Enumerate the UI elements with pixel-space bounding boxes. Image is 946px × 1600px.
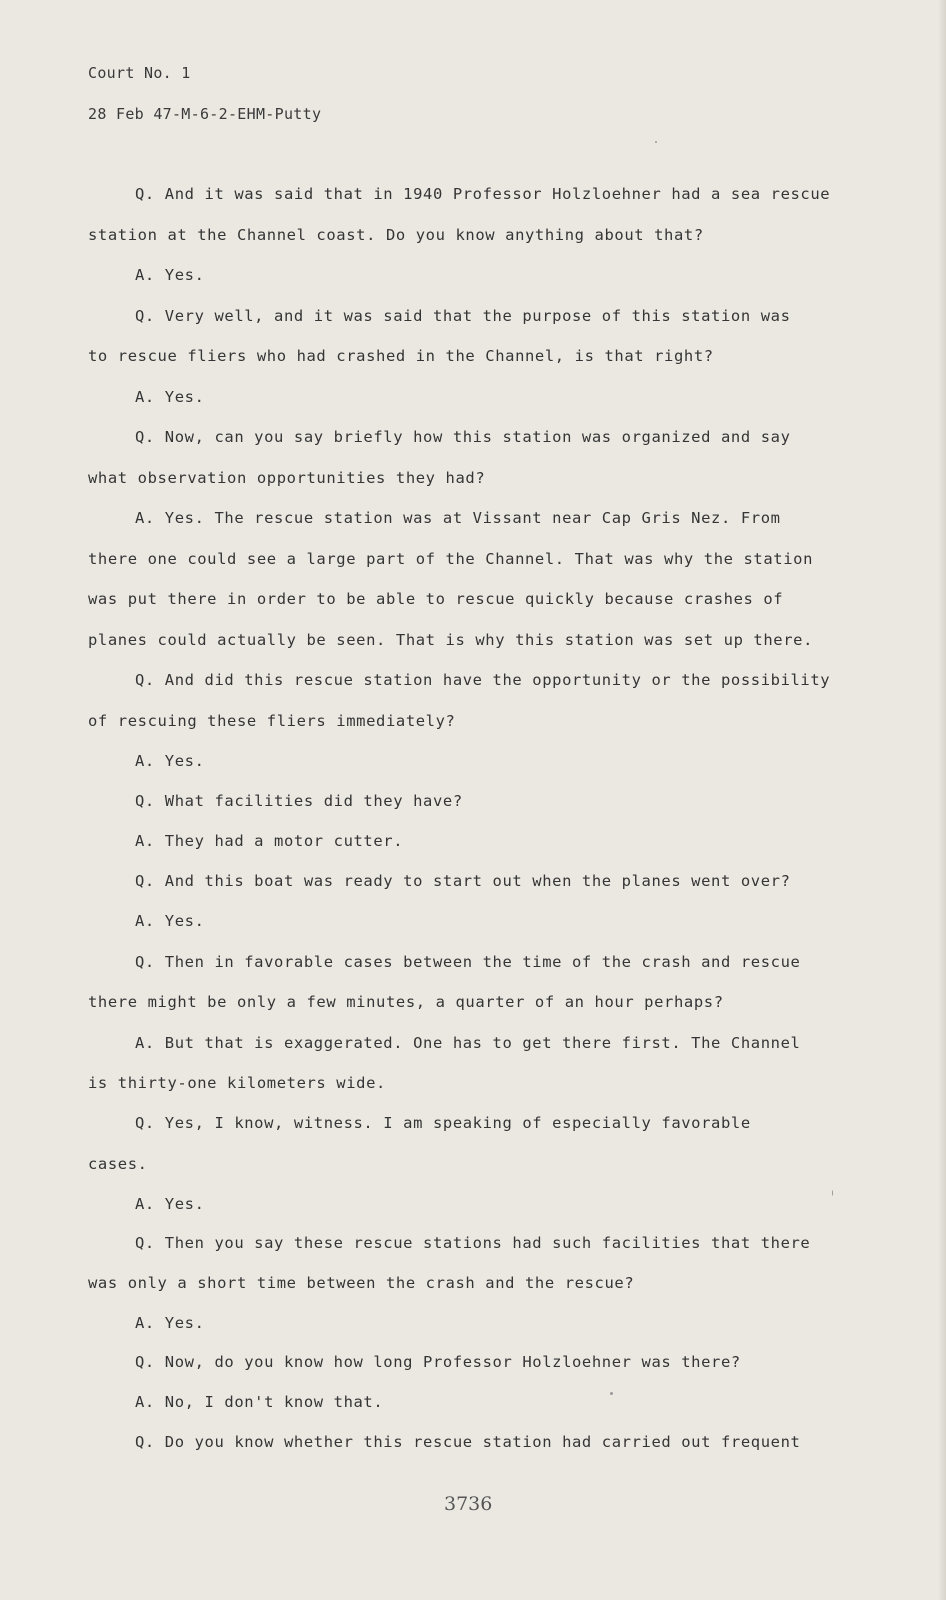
transcript-line: A. Yes. xyxy=(135,388,205,406)
transcript-line: is thirty-one kilometers wide. xyxy=(88,1074,386,1092)
transcript-line: Q. Then in favorable cases between the time of the crash and rescue xyxy=(135,953,801,971)
paper-speck xyxy=(610,1392,613,1395)
transcript-line: Q. Very well, and it was said that the purpose of this station was xyxy=(135,307,791,325)
transcript-line: cases. xyxy=(88,1155,148,1173)
transcript-line: Q. Now, do you know how long Professor Holzloehner was there? xyxy=(135,1353,741,1371)
transcript-line: A. Yes. xyxy=(135,752,205,770)
transcript-line: Q. What facilities did they have? xyxy=(135,792,463,810)
transcript-line: there one could see a large part of the Channel. That was why the station xyxy=(88,550,814,568)
court-number: Court No. 1 xyxy=(88,64,191,82)
transcript-line: Q. Yes, I know, witness. I am speaking of especially favorable xyxy=(135,1114,751,1132)
transcript-line: what observation opportunities they had? xyxy=(88,469,486,487)
transcript-line: A. Yes. xyxy=(135,1195,205,1213)
paper-speck xyxy=(832,1190,833,1196)
transcript-line: A. Yes. xyxy=(135,266,205,284)
transcript-line: there might be only a few minutes, a quarter of an hour perhaps? xyxy=(88,993,724,1011)
session-reference: 28 Feb 47-M-6-2-EHM-Putty xyxy=(88,105,322,123)
paper-speck xyxy=(655,141,657,143)
page-number: 3736 xyxy=(444,1493,493,1515)
transcript-line: of rescuing these fliers immediately? xyxy=(88,712,456,730)
transcript-line: A. No, I don't know that. xyxy=(135,1393,384,1411)
paper-edge xyxy=(938,0,946,1600)
transcript-line: Q. Now, can you say briefly how this station was organized and say xyxy=(135,428,791,446)
transcript-line: A. Yes. xyxy=(135,912,205,930)
transcript-line: station at the Channel coast. Do you know anything about that? xyxy=(88,226,704,244)
transcript-line: Q. Do you know whether this rescue station had carried out frequent xyxy=(135,1433,801,1451)
transcript-line: was put there in order to be able to rescue quickly because crashes of xyxy=(88,590,784,608)
transcript-line: A. Yes. The rescue station was at Vissant near Cap Gris Nez. From xyxy=(135,509,781,527)
transcript-line: planes could actually be seen. That is why this station was set up there. xyxy=(88,631,814,649)
transcript-line: A. Yes. xyxy=(135,1314,205,1332)
transcript-line: Q. And it was said that in 1940 Professor Holzloehner had a sea rescue xyxy=(135,185,831,203)
transcript-line: A. But that is exaggerated. One has to get there first. The Channel xyxy=(135,1034,801,1052)
transcript-line: was only a short time between the crash and the rescue? xyxy=(88,1274,635,1292)
transcript-line: to rescue fliers who had crashed in the Channel, is that right? xyxy=(88,347,714,365)
transcript-line: Q. And this boat was ready to start out when the planes went over? xyxy=(135,872,791,890)
transcript-line: Q. Then you say these rescue stations had such facilities that there xyxy=(135,1234,811,1252)
transcript-line: Q. And did this rescue station have the opportunity or the possibility xyxy=(135,671,831,689)
transcript-line: A. They had a motor cutter. xyxy=(135,832,404,850)
